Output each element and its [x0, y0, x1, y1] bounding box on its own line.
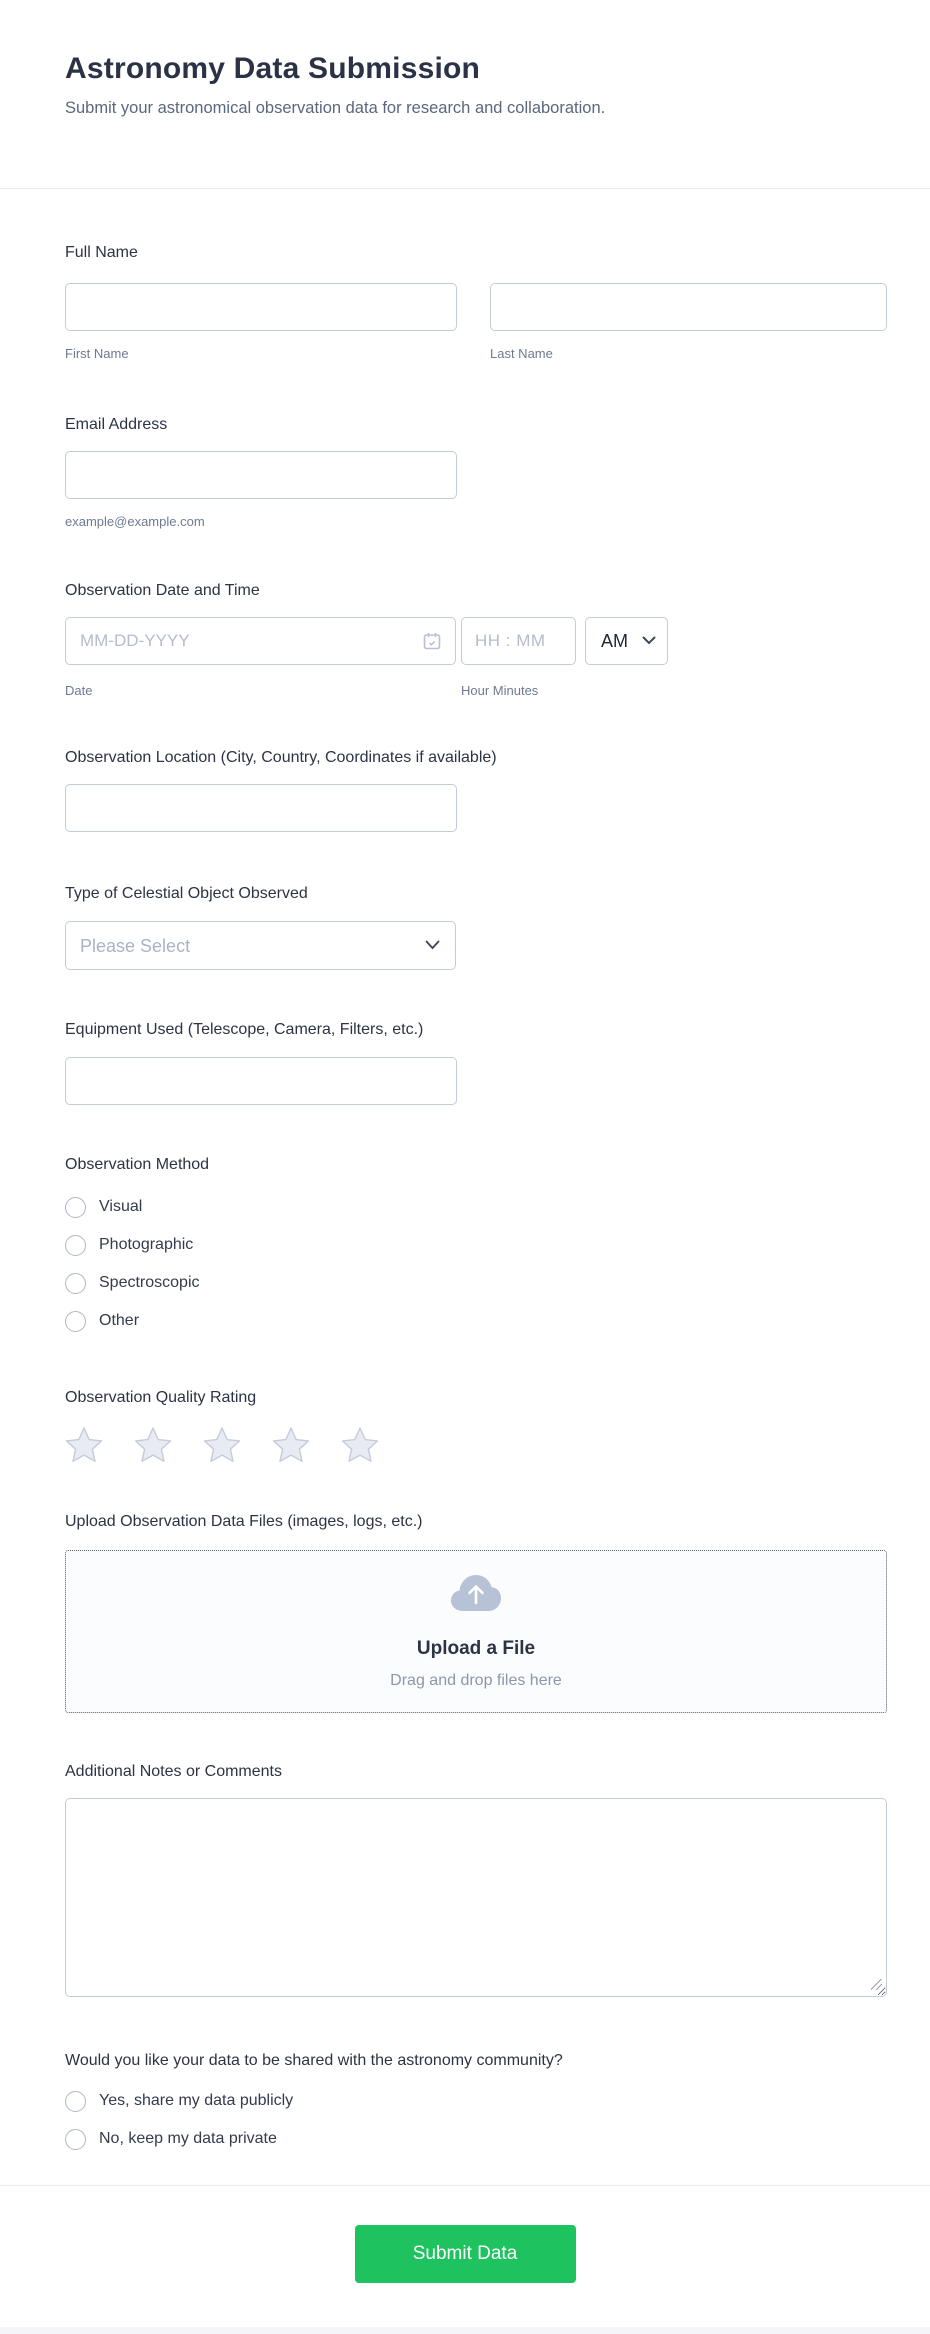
field-equipment	[65, 1020, 887, 1105]
field-email	[65, 415, 887, 530]
page-background-strip	[0, 2327, 930, 2334]
radio-option-share-no[interactable]	[65, 2127, 887, 2151]
rating-label: Observation Quality Rating	[65, 1389, 257, 1406]
submit-button[interactable]: Submit Data	[355, 2225, 576, 2283]
star-icon[interactable]	[203, 1426, 241, 1464]
ampm-select[interactable]	[585, 617, 668, 665]
radio-label: Yes, share my data publicly	[99, 2092, 294, 2109]
radio-icon[interactable]	[65, 1311, 86, 1332]
upload-label: Upload Observation Data Files (images, logs, etc.)	[65, 1513, 423, 1530]
upload-title: Upload a File	[416, 1638, 536, 1659]
radio-icon[interactable]	[65, 1273, 86, 1294]
share-label: Would you like your data to be shared with the astronomy community?	[65, 2052, 563, 2069]
time-input[interactable]	[461, 617, 576, 665]
radio-option-photographic[interactable]	[65, 1233, 887, 1257]
star-icon[interactable]	[134, 1426, 172, 1464]
upload-hint: Drag and drop files here	[390, 1672, 562, 1689]
method-label: Observation Method	[65, 1156, 210, 1173]
full-name-label: Full Name	[65, 244, 138, 261]
last-name-sublabel: Last Name	[490, 346, 553, 361]
time-sublabel: Hour Minutes	[461, 683, 539, 698]
radio-icon[interactable]	[65, 2129, 86, 2150]
form-title: Astronomy Data Submission	[65, 52, 481, 85]
field-datetime	[65, 581, 887, 699]
radio-label: Spectroscopic	[99, 1274, 200, 1291]
file-dropzone[interactable]	[65, 1550, 887, 1713]
first-name-sublabel: First Name	[65, 346, 129, 361]
calendar-icon[interactable]	[422, 631, 442, 651]
form-body	[0, 243, 930, 2151]
radio-icon[interactable]	[65, 2091, 86, 2112]
radio-option-share-yes[interactable]	[65, 2089, 887, 2113]
datetime-label: Observation Date and Time	[65, 582, 260, 599]
radio-icon[interactable]	[65, 1197, 86, 1218]
star-icon[interactable]	[341, 1426, 379, 1464]
object-type-label: Type of Celestial Object Observed	[65, 885, 308, 902]
date-sublabel: Date	[65, 683, 93, 698]
field-object-type	[65, 884, 887, 970]
date-input[interactable]	[65, 617, 456, 665]
field-upload	[65, 1512, 887, 1713]
radio-label: No, keep my data private	[99, 2130, 277, 2147]
field-full-name	[65, 243, 887, 362]
email-label: Email Address	[65, 416, 168, 433]
equipment-label: Equipment Used (Telescope, Camera, Filters, etc.)	[65, 1021, 424, 1038]
submit-section	[0, 2185, 930, 2327]
first-name-input[interactable]	[65, 283, 457, 331]
radio-option-spectroscopic[interactable]	[65, 1271, 887, 1295]
email-sublabel: example@example.com	[65, 514, 205, 529]
radio-label: Other	[99, 1312, 140, 1329]
email-input[interactable]	[65, 451, 457, 499]
star-rating	[65, 1426, 887, 1464]
notes-label: Additional Notes or Comments	[65, 1763, 282, 1780]
equipment-input[interactable]	[65, 1057, 457, 1105]
radio-label: Visual	[99, 1198, 143, 1215]
field-share	[65, 2051, 887, 2151]
field-location	[65, 748, 887, 832]
star-icon[interactable]	[272, 1426, 310, 1464]
radio-icon[interactable]	[65, 1235, 86, 1256]
notes-textarea[interactable]	[65, 1798, 887, 1997]
form-subtitle: Submit your astronomical observation data for research and collaboration.	[65, 99, 606, 117]
object-type-select[interactable]	[65, 921, 456, 970]
field-method	[65, 1155, 887, 1333]
location-label: Observation Location (City, Country, Coordinates if available)	[65, 749, 497, 766]
star-icon[interactable]	[65, 1426, 103, 1464]
radio-option-other[interactable]	[65, 1309, 887, 1333]
radio-option-visual[interactable]	[65, 1195, 887, 1219]
form-header	[0, 0, 930, 189]
field-rating	[65, 1388, 887, 1464]
field-notes	[65, 1762, 887, 1997]
location-input[interactable]	[65, 784, 457, 832]
last-name-input[interactable]	[490, 283, 887, 331]
radio-label: Photographic	[99, 1236, 194, 1253]
cloud-upload-icon	[450, 1574, 502, 1612]
